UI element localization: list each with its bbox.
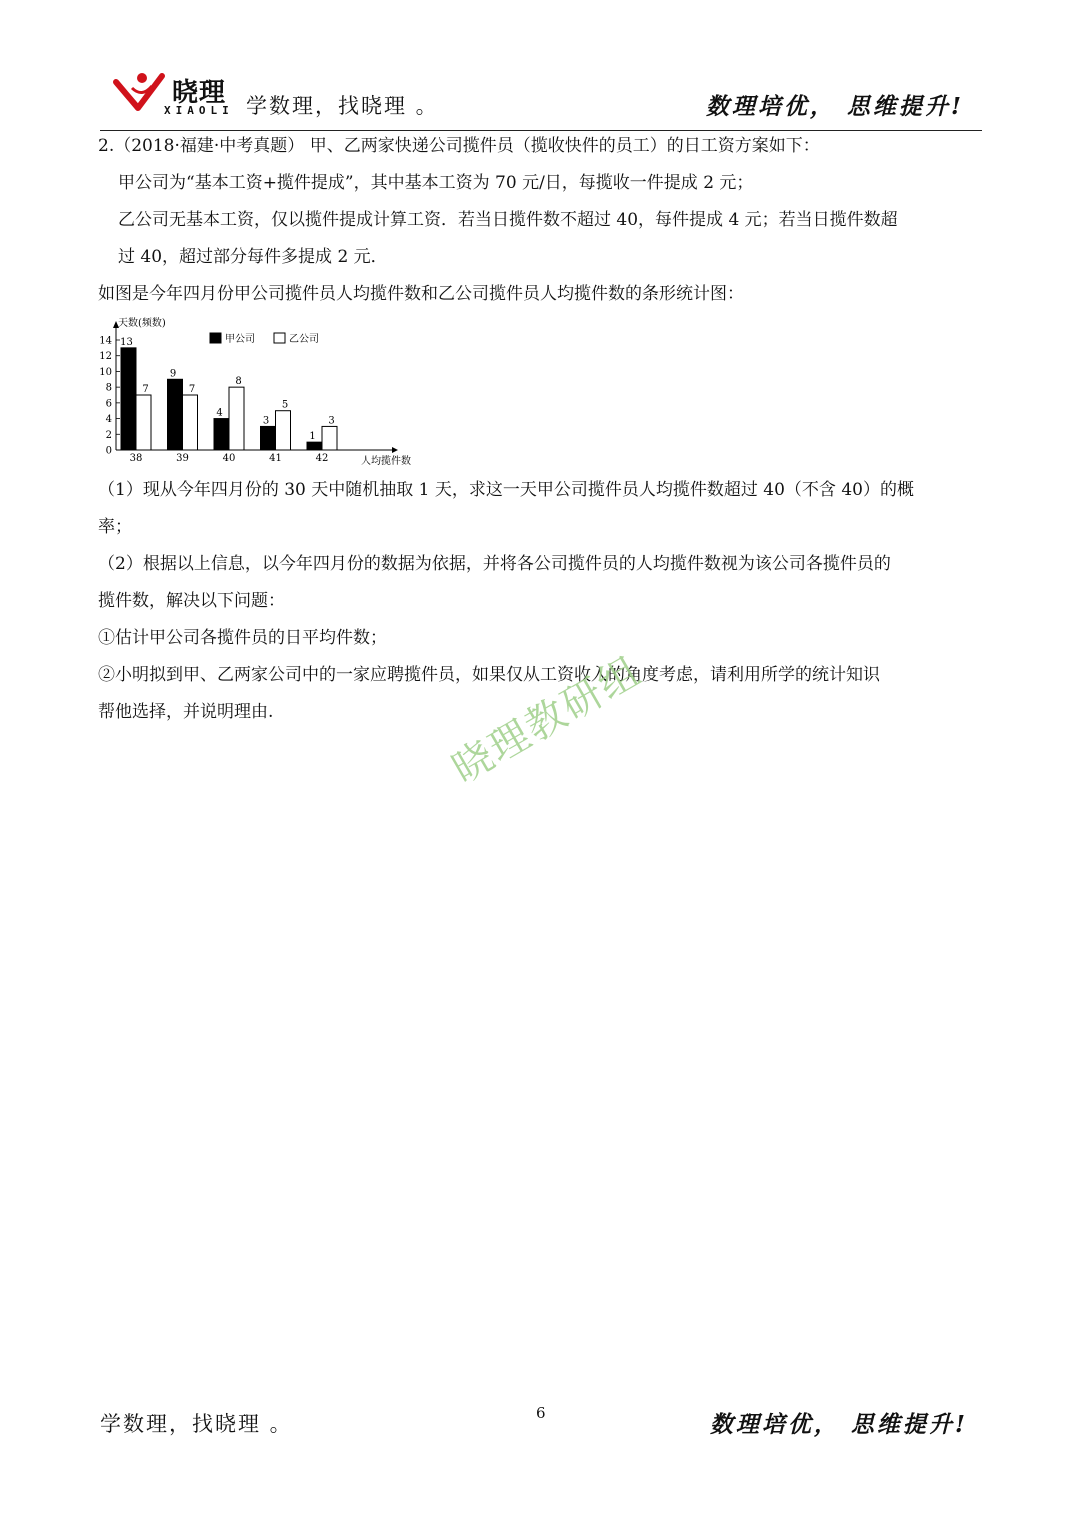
x-tick-label: 41 bbox=[269, 453, 282, 464]
data-label-2-38: 7 bbox=[142, 384, 149, 395]
bar-1-41 bbox=[261, 426, 276, 450]
footer-slogan-left: 学数理，找晓理 。 bbox=[100, 1412, 293, 1436]
y-tick-label: 14 bbox=[99, 335, 112, 347]
logo-mark-icon bbox=[112, 68, 172, 118]
header-slogan-right: 数理培优， 思维提升! bbox=[705, 93, 964, 120]
bar-1-38 bbox=[121, 348, 136, 450]
data-label-2-39: 7 bbox=[188, 384, 196, 395]
data-label-2-42: 3 bbox=[328, 415, 335, 427]
header-slogan-left: 学数理，找晓理 。 bbox=[246, 94, 439, 118]
bar-2-38 bbox=[136, 395, 151, 450]
bar-2-42 bbox=[322, 426, 337, 450]
y-tick-label: 0 bbox=[105, 445, 112, 457]
y-tick-label: 10 bbox=[99, 366, 112, 378]
data-label-1-38: 13 bbox=[120, 336, 133, 348]
y-tick-label: 12 bbox=[99, 351, 112, 363]
problem-line-2: 甲公司为“基本工资+揽件提成”，其中基本工资为 70 元/日，每揽收一件提成 2 元； bbox=[118, 173, 754, 193]
question-2b-line-1: ②小明拟到甲、乙两家公司中的一家应聘揽件员，如果仅从工资收入的角度考虑，请利用所学的统计知识 bbox=[98, 665, 880, 685]
question-2-line-1: （2）根据以上信息，以今年四月份的数据为依据，并将各公司揽件员的人均揽件数视为该公司各揽件员的 bbox=[98, 554, 891, 574]
page-number: 6 bbox=[536, 1404, 546, 1422]
data-label-2-41: 5 bbox=[281, 399, 289, 411]
bar-2-39 bbox=[183, 395, 198, 450]
logo-subtext: XIAOLI bbox=[164, 104, 234, 117]
bar-1-39 bbox=[168, 379, 183, 450]
x-tick-label: 39 bbox=[176, 453, 189, 464]
problem-line-5: 如图是今年四月份甲公司揽件员人均揽件数和乙公司揽件员人均揽件数的条形统计图： bbox=[98, 284, 744, 304]
y-tick-label: 2 bbox=[105, 429, 112, 441]
question-2b-line-2: 帮他选择，并说明理由. bbox=[98, 702, 274, 722]
watermark: 晓理教研组 bbox=[444, 647, 650, 793]
question-2-line-2: 揽件数，解决以下问题： bbox=[98, 591, 285, 611]
x-tick-label: 42 bbox=[315, 453, 329, 464]
question-1-line-1: （1）现从今年四月份的 30 天中随机抽取 1 天，求这一天甲公司揽件员人均揽件数超过 40（不含 40）的概 bbox=[98, 480, 914, 500]
problem-line-4: 过 40，超过部分每件多提成 2 元． bbox=[118, 247, 388, 267]
legend-swatch-1 bbox=[210, 333, 221, 343]
question-1-line-2: 率； bbox=[98, 517, 132, 537]
data-label-1-41: 3 bbox=[262, 415, 270, 427]
bar-2-40 bbox=[229, 387, 244, 450]
data-label-1-40: 4 bbox=[216, 407, 223, 419]
x-axis-arrow bbox=[392, 447, 398, 453]
y-axis-label: 天数(频数) bbox=[118, 318, 166, 329]
xiaoli-logo bbox=[112, 68, 232, 118]
problem-statement bbox=[98, 128, 984, 313]
page-header bbox=[100, 60, 982, 131]
question-2a: ①估计甲公司各揽件员的日平均件数； bbox=[98, 628, 387, 648]
legend-swatch-2 bbox=[274, 333, 285, 343]
y-tick-label: 4 bbox=[105, 414, 112, 426]
legend-label-2: 乙公司 bbox=[289, 334, 319, 345]
x-tick-label: 38 bbox=[129, 453, 143, 464]
data-label-2-40: 8 bbox=[235, 376, 242, 388]
bar-chart bbox=[96, 316, 436, 474]
x-axis-label: 人均揽件数 bbox=[361, 456, 411, 467]
problem-line-1: 2.（2018·福建·中考真题） 甲、乙两家快递公司揽件员（揽收快件的员工）的日工资方案如下： bbox=[98, 136, 820, 156]
bar-2-41 bbox=[276, 411, 291, 450]
footer-slogan-right: 数理培优， 思维提升! bbox=[709, 1411, 968, 1438]
data-label-1-39: 9 bbox=[169, 368, 177, 380]
y-tick-label: 8 bbox=[105, 382, 112, 394]
bar-1-42 bbox=[307, 442, 322, 450]
problem-line-3: 乙公司无基本工资，仅以揽件提成计算工资．若当日揽件数不超过 40，每件提成 4 元；若当日揽件数超 bbox=[118, 210, 898, 230]
data-label-1-42: 1 bbox=[309, 431, 316, 443]
y-tick-label: 6 bbox=[105, 398, 112, 410]
legend-label-1: 甲公司 bbox=[225, 334, 255, 345]
x-tick-label: 40 bbox=[222, 453, 236, 464]
logo-text: 晓理 bbox=[172, 78, 227, 108]
bar-1-40 bbox=[214, 419, 229, 450]
